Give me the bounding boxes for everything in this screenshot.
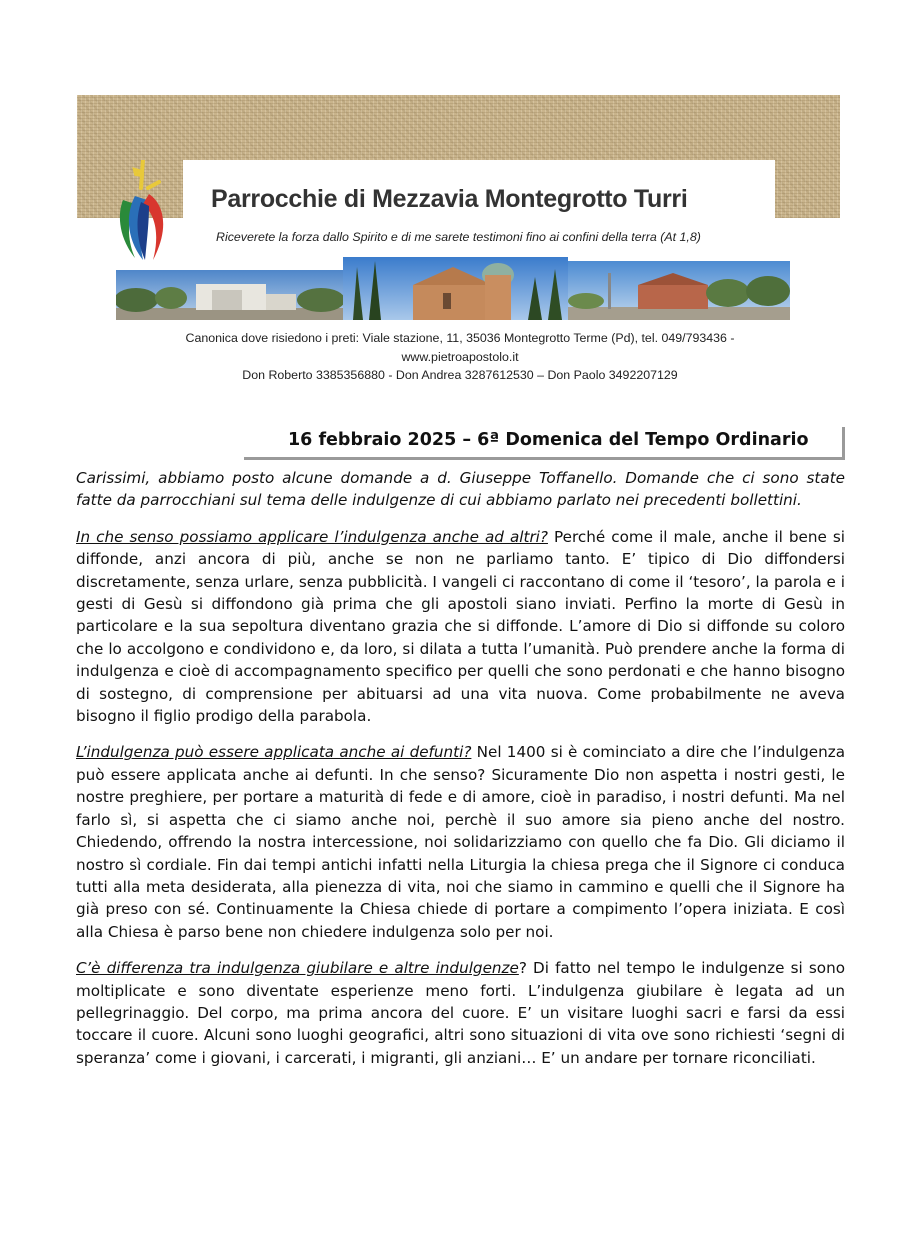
qa-paragraph [76, 957, 845, 1069]
bulletin-body [76, 467, 845, 1083]
church-photo-modern [116, 270, 343, 320]
church-photo-basilica [343, 257, 568, 320]
contact-address: Canonica dove risiedono i preti: Viale stazione, 11, 35036 Montegrotto Terme (Pd), tel. 049/793436 - [185, 331, 735, 345]
question-text: C’è differenza tra indulgenza giubilare e altre indulgenze [76, 959, 519, 978]
question-text: In che senso possiamo applicare l’indulgenza anche ad altri? [76, 527, 548, 546]
question-text: L’indulgenza può essere applicata anche ai defunti? [76, 743, 472, 762]
parish-logo [113, 160, 173, 270]
answer-text: Perché come il male, anche il bene si diffonde, anzi ancora di più, anche se non ne parliamo tanto. E’ tipico di Dio diffondersi discretamente, senza urlare, senza pubblicità. I vangeli ci raccontano di come il ‘tesoro’, la parola e i gesti di Gesù si diffondono già prima che gli apostoli siano inviati. Perfino la morte di Gesù in particolare e la sua sepoltura diventano grazia che si diffonde. L’amore di Dio si diffonde su coloro che lo accolgono e condividono e, da loro, si dilata a tutta l’umanità. Può prendere anche la forma di indulgenza e cioè di accompagnamento specifico per quelli che sono perdonati e che hanno bisogno di sostegno, di comprensione per abituarsi ad una vita nuova. Come probabilmente ne aveva bisogno il figlio prodigo della parabola. [76, 527, 845, 726]
answer-text: Nel 1400 si è cominciato a dire che l’indulgenza può essere applicata anche ai defunti. In che senso? Sicuramente Dio non aspetta i nostri gesti, le nostre preghiere, per portare a maturità di fede e di amore, cioè in paradiso, i nostri defunti. Ma nel farlo sì, si aspetta che ci siamo anche noi, perchè il suo amore sia pieno anche del nostro. Chiedendo, offrendo la nostra intercessione, noi solidarizziamo con quello che fa Dio. Gli diciamo il nostro sì cordiale. Fin dai tempi antichi infatti nella Liturgia la chiesa prega che il Signore ci conduca tutti alla meta desiderata, alla pienezza di vita, noi che siamo in cammino e quelli che il Signore ha già preso con sé. Continuamente la Chiesa chiede di portare a compimento l’opera iniziata. E così alla Chiesa è parso bene non chiedere indulgenza solo per noi. [76, 743, 845, 941]
church-photo-rural [568, 261, 790, 320]
qa-paragraph [76, 526, 845, 728]
bulletin-date-title: 16 febbraio 2025 – 6ª Domenica del Tempo Ordinario [288, 430, 809, 450]
parish-title: Parrocchie di Mezzavia Montegrotto Turri [211, 185, 688, 213]
parish-motto: Riceverete la forza dallo Spirito e di me sarete testimoni fino ai confini della terra (At 1,8) [216, 230, 701, 244]
intro-paragraph: Carissimi, abbiamo posto alcune domande a d. Giuseppe Toffanello. Domande che ci sono state fatte da parrocchiani sul tema delle indulgenze di cui abbiamo parlato nei precedenti bollettini. [76, 469, 845, 510]
contact-priests: Don Roberto 3385356880 - Don Andrea 3287612530 – Don Paolo 3492207129 [242, 368, 678, 382]
contact-website: www.pietroapostolo.it [401, 350, 519, 364]
qa-paragraph [76, 741, 845, 943]
answer-text: ? Di fatto nel tempo le indulgenze si sono moltiplicate e sono diventate esperienze meno forti. L’indulgenza giubilare è legata ad un pellegrinaggio. Del corpo, ma prima ancora del cuore. E’ un visitare luoghi sacri e farsi da essi toccare il cuore. Alcuni sono luoghi geografici, altri sono situazioni di vita ove sono richiesti ‘segni di speranza’ come i giovani, i carcerati, i migranti, gli anziani… E’ un andare per tornare riconciliati. [76, 959, 846, 1067]
